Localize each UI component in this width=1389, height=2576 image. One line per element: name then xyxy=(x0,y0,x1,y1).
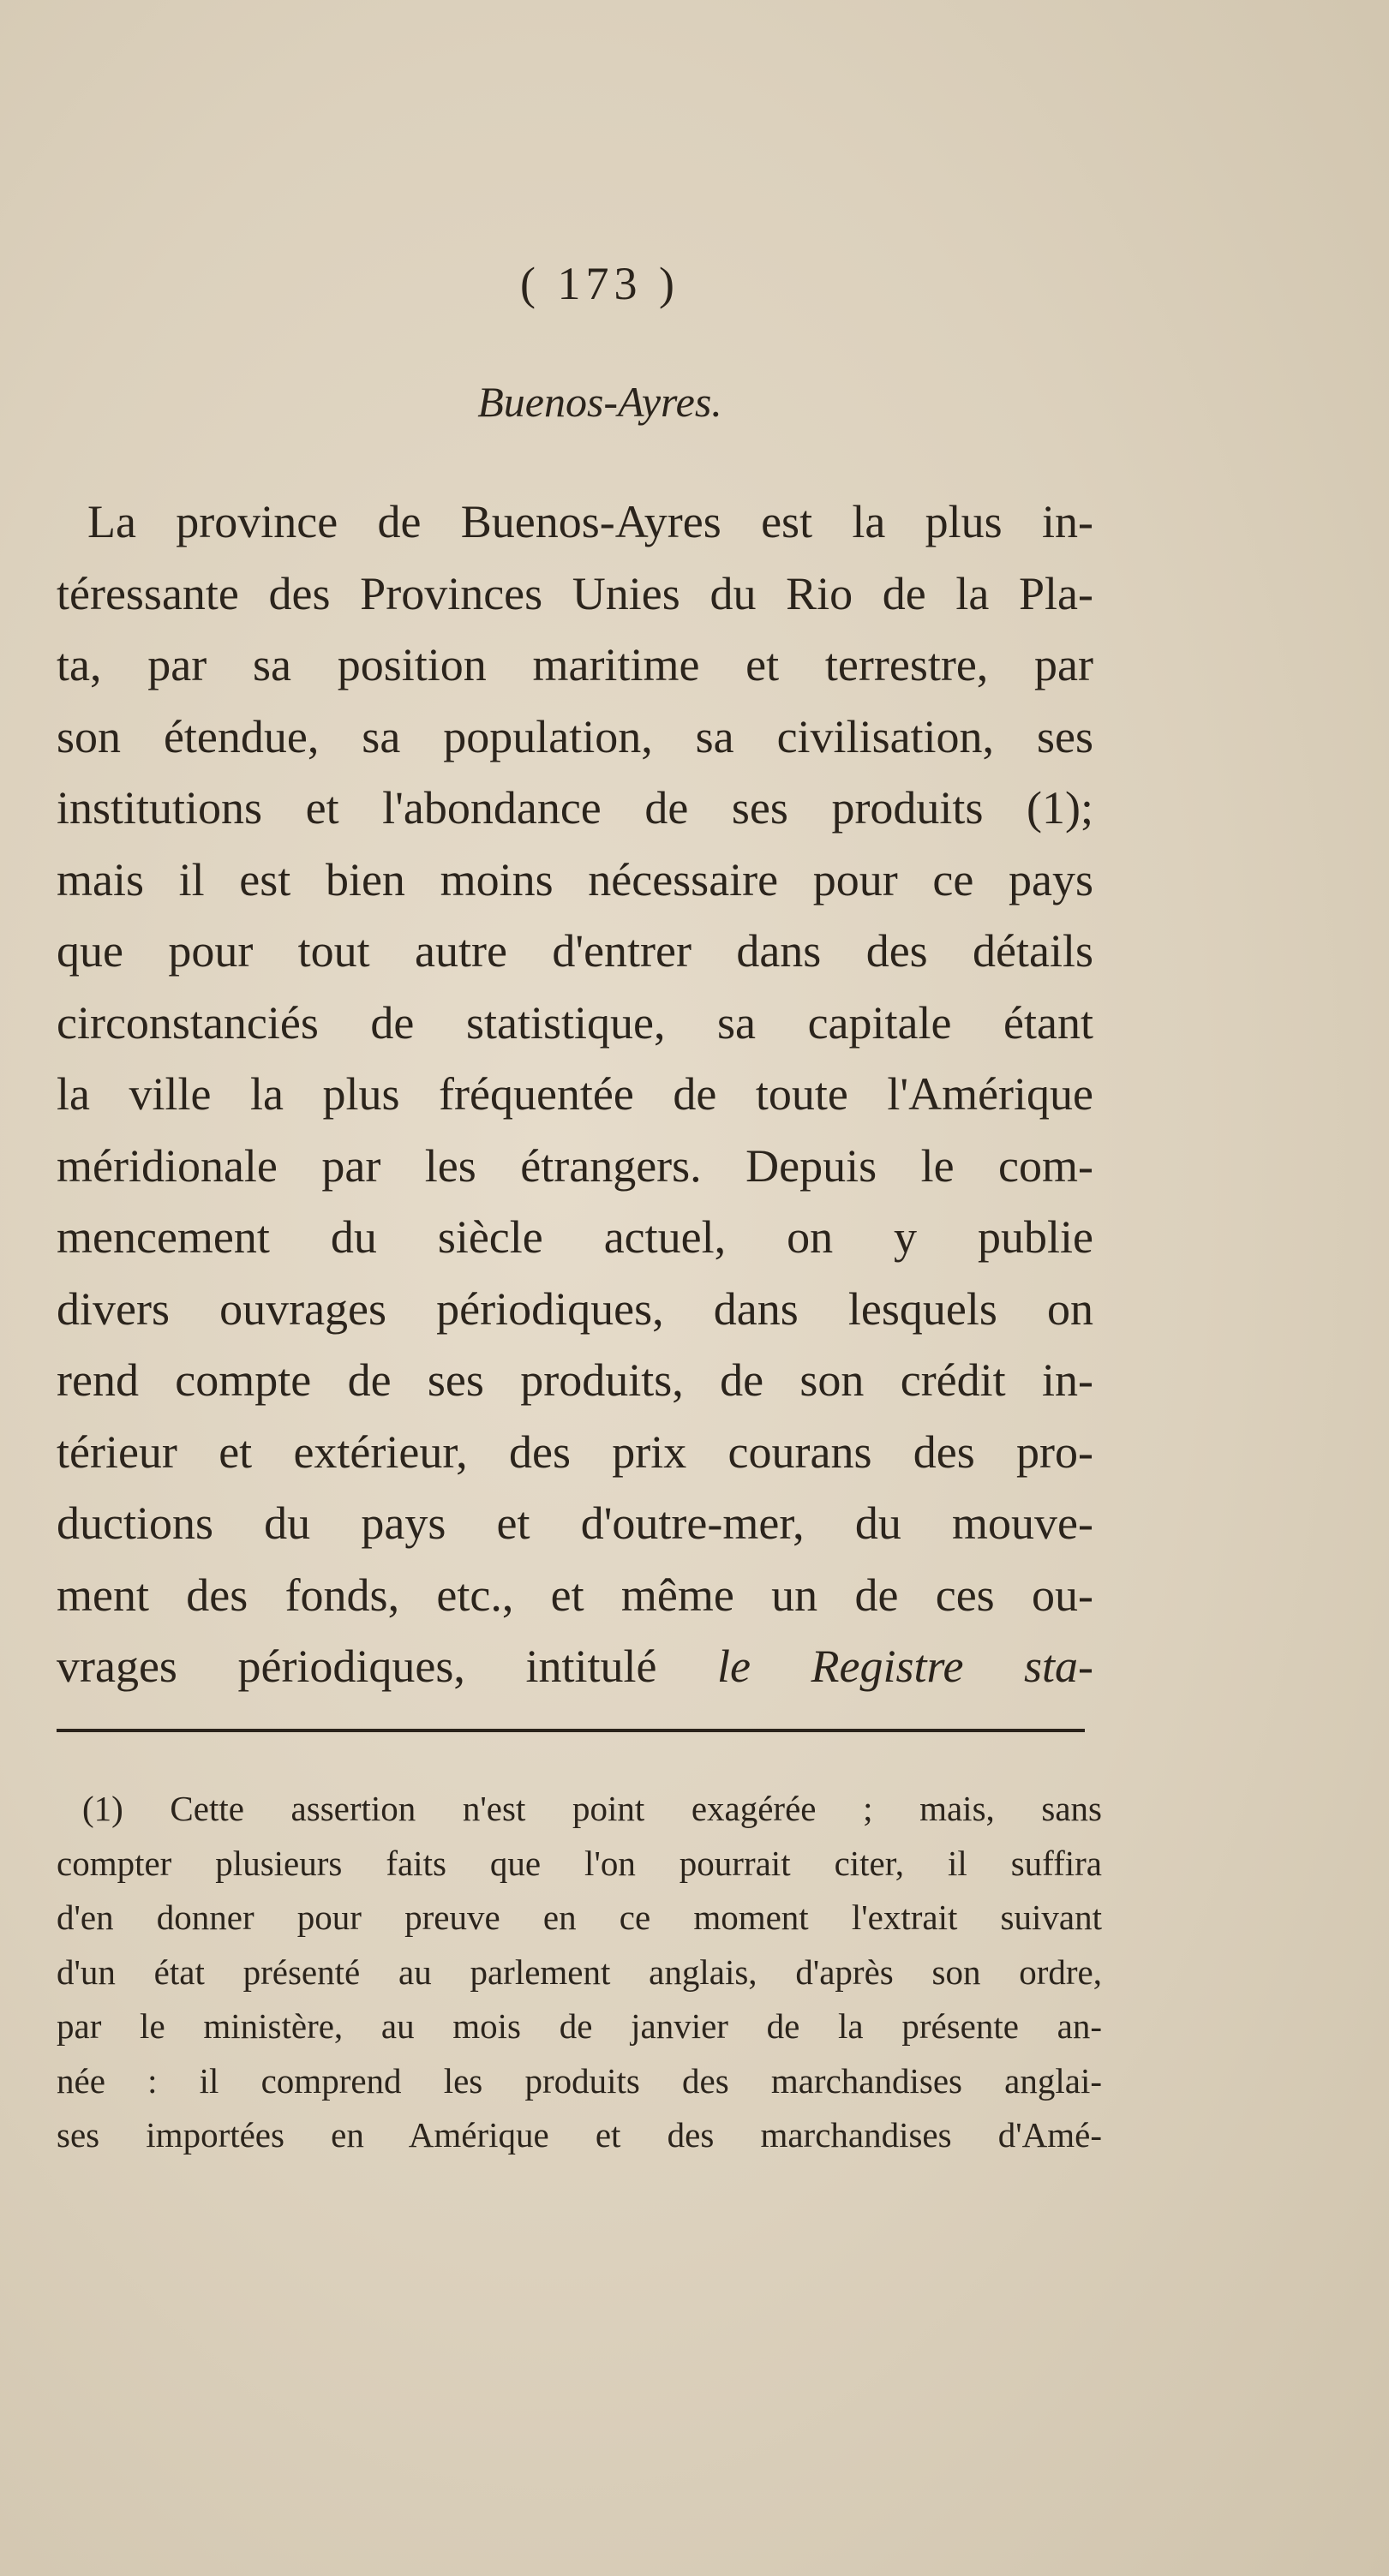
footnote-line: d'en donner pour preuve en ce moment l'extrait suivant xyxy=(57,1898,1102,1937)
body-line: ta, par sa position maritime et terrestre, par xyxy=(57,639,1093,690)
body-line: méridionale par les étrangers. Depuis le com- xyxy=(57,1139,1093,1192)
page-number: ( 173 ) xyxy=(520,258,680,309)
footnote-line: par le ministère, au mois de janvier de la présente an- xyxy=(57,2006,1102,2046)
footnote-line: née : il comprend les produits des marchandises anglai- xyxy=(57,2060,1102,2101)
footnote-line: d'un état présenté au parlement anglais, d'après son ordre, xyxy=(57,1951,1102,1992)
body-line: térieur et extérieur, des prix courans des pro- xyxy=(57,1425,1093,1478)
body-line: la ville la plus fréquentée de toute l'Amérique xyxy=(57,1068,1093,1120)
body-line: mencement du siècle actuel, on y publie xyxy=(57,1211,1093,1263)
body-line: institutions et l'abondance de ses produits (1); xyxy=(57,782,1093,834)
body-line: mais il est bien moins nécessaire pour ce pays xyxy=(57,853,1093,905)
body-line: ment des fonds, etc., et même un de ces ou- xyxy=(57,1569,1093,1621)
body-line: téressante des Provinces Unies du Rio de la Pla- xyxy=(57,567,1093,619)
footnote-line: ses importées en Amérique et des marchandises d'Amé- xyxy=(57,2115,1102,2155)
body-line-last xyxy=(57,1631,1093,1703)
footnote xyxy=(57,1782,1102,2163)
body-line: que pour tout autre d'entrer dans des détails xyxy=(57,925,1093,977)
footnote-line: (1) Cette assertion n'est point exagérée ; mais, sans xyxy=(82,1789,1102,1828)
body-line-last-start: vrages périodiques, intitulé xyxy=(57,1641,717,1692)
body-line: son étendue, sa population, sa civilisation, ses xyxy=(57,710,1093,762)
body-line: rend compte de ses produits, de son crédit in- xyxy=(57,1354,1093,1406)
footnote-line: compter plusieurs faits que l'on pourrait citer, il suffira xyxy=(57,1843,1102,1883)
register-title-italic: le Registre sta- xyxy=(716,1641,1093,1692)
body-line: divers ouvrages périodiques, dans lesquels on xyxy=(57,1282,1093,1335)
body-line: circonstanciés de statistique, sa capitale étant xyxy=(57,996,1093,1049)
body-line: La province de Buenos-Ayres est la plus in- xyxy=(87,496,1093,547)
body-text xyxy=(57,487,1093,1703)
section-title: Buenos-Ayres. xyxy=(477,378,722,426)
body-line: ductions du pays et d'outre-mer, du mouve- xyxy=(57,1497,1093,1549)
footnote-rule xyxy=(57,1729,1085,1732)
